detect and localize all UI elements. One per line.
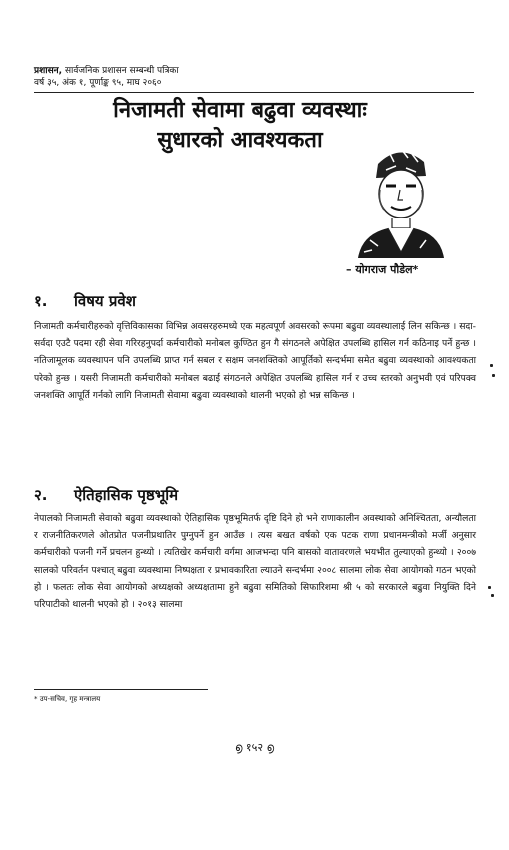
- section-title: विषय प्रवेश: [74, 292, 136, 310]
- author-name: – योगराज पौडेल*: [346, 263, 419, 276]
- section-paragraph: निजामती कर्मचारीहरुको वृत्तिविकासका विभिन्न अवसरहरुमध्ये एक महत्वपूर्ण अवसरको रूपमा बढुवा व्यवस्थालाई लिन सकिन्छ । सदा-सर्वदा एउटै पदमा रही सेवा गरिरहनुपर्दा कर्मचारीको मनोबल कुण्ठित हुन गै संगठनले अपेक्षित उपलब्धि हासिल गर्न कठिनाइ पर्ने हुन्छ । नतिजामूलक व्यवस्थापन पनि उपलब्धि प्राप्त गर्न सबल र सक्षम जनशक्तिको आपूर्तिको सन्दर्भमा समेत बढुवा व्यवस्थाको आवश्यकता परेको हुन्छ । यसरी निजामती कर्मचारीको मनोबल बढाई संगठनले अपेक्षित उपलब्धि हासिल गर्न र उच्च स्तरको अनुभवी एवं परिपक्व जनशक्ति आपूर्ति गर्नको लागि निजामती सेवामा बढुवा व्यवस्थाको थालनी भएको हो भन्न सकिन्छ ।: [34, 321, 476, 401]
- issue-info: वर्ष ३५, अंक १, पूर्णाङ्क ९५, माघ २०६०: [34, 78, 162, 88]
- footnote: * उप-सचिव, गृह मन्त्रालय: [34, 695, 101, 703]
- article-title-line2: सुधारको आवश्यकता: [157, 128, 323, 153]
- scan-speck: [490, 364, 493, 367]
- header-rule: [34, 92, 474, 93]
- scan-speck: [488, 586, 491, 589]
- article-title-line1: निजामती सेवामा बढुवा व्यवस्थाः: [113, 98, 367, 123]
- page-number: ൭ १५२ ൭: [234, 741, 275, 754]
- journal-header: [34, 66, 179, 77]
- section-heading: [34, 486, 178, 504]
- section-number: २.: [34, 486, 48, 504]
- scan-speck: [492, 374, 495, 377]
- scan-speck: [491, 594, 494, 597]
- footnote-rule: [34, 689, 208, 690]
- section-paragraph: नेपालको निजामती सेवाको बढुवा व्यवस्थाको ऐतिहासिक पृष्ठभूमितर्फ दृष्टि दिने हो भने राणाकालीन अवस्थाको अनिश्चितता, अन्यौलता र राजनीतिकरणले ओतप्रोत पजनीप्रथातिर पुग्नुपर्ने हुन आउँछ । त्यस बखत वर्षको एक पटक राणा प्रधानमन्त्रीको मर्जी अनुसार कर्मचारीको पजनी गर्ने प्रचलन हुन्थ्यो । त्यतिखेर कर्मचारी वर्गमा आजभन्दा पनि बासको वातावरणले भयभीत तुल्याएको हुन्थ्यो । २००७ सालको परिवर्तन पश्चात् बढुवा व्यवस्थामा निष्पक्षता र प्रभावकारिता ल्याउने सन्दर्भमा २००८ सालमा लोक सेवा आयोगको गठन भएको हो । फलतः लोक सेवा आयोगको अध्यक्षको अध्यक्षतामा हुने बढुवा समितिको सिफारिशमा श्री ५ को सरकारले बढुवा नियुक्ति दिने परिपाटीको थालनी भएको हो । २०१३ सालमा: [34, 513, 476, 611]
- section-number: १.: [34, 292, 48, 310]
- journal-subtitle: सार्वजनिक प्रशासन सम्बन्धी पत्रिका: [62, 66, 179, 76]
- author-portrait: [350, 140, 450, 258]
- journal-name: प्रशासन,: [34, 66, 63, 76]
- section-heading: [34, 292, 136, 310]
- section-title: ऐतिहासिक पृष्ठभूमि: [74, 486, 179, 504]
